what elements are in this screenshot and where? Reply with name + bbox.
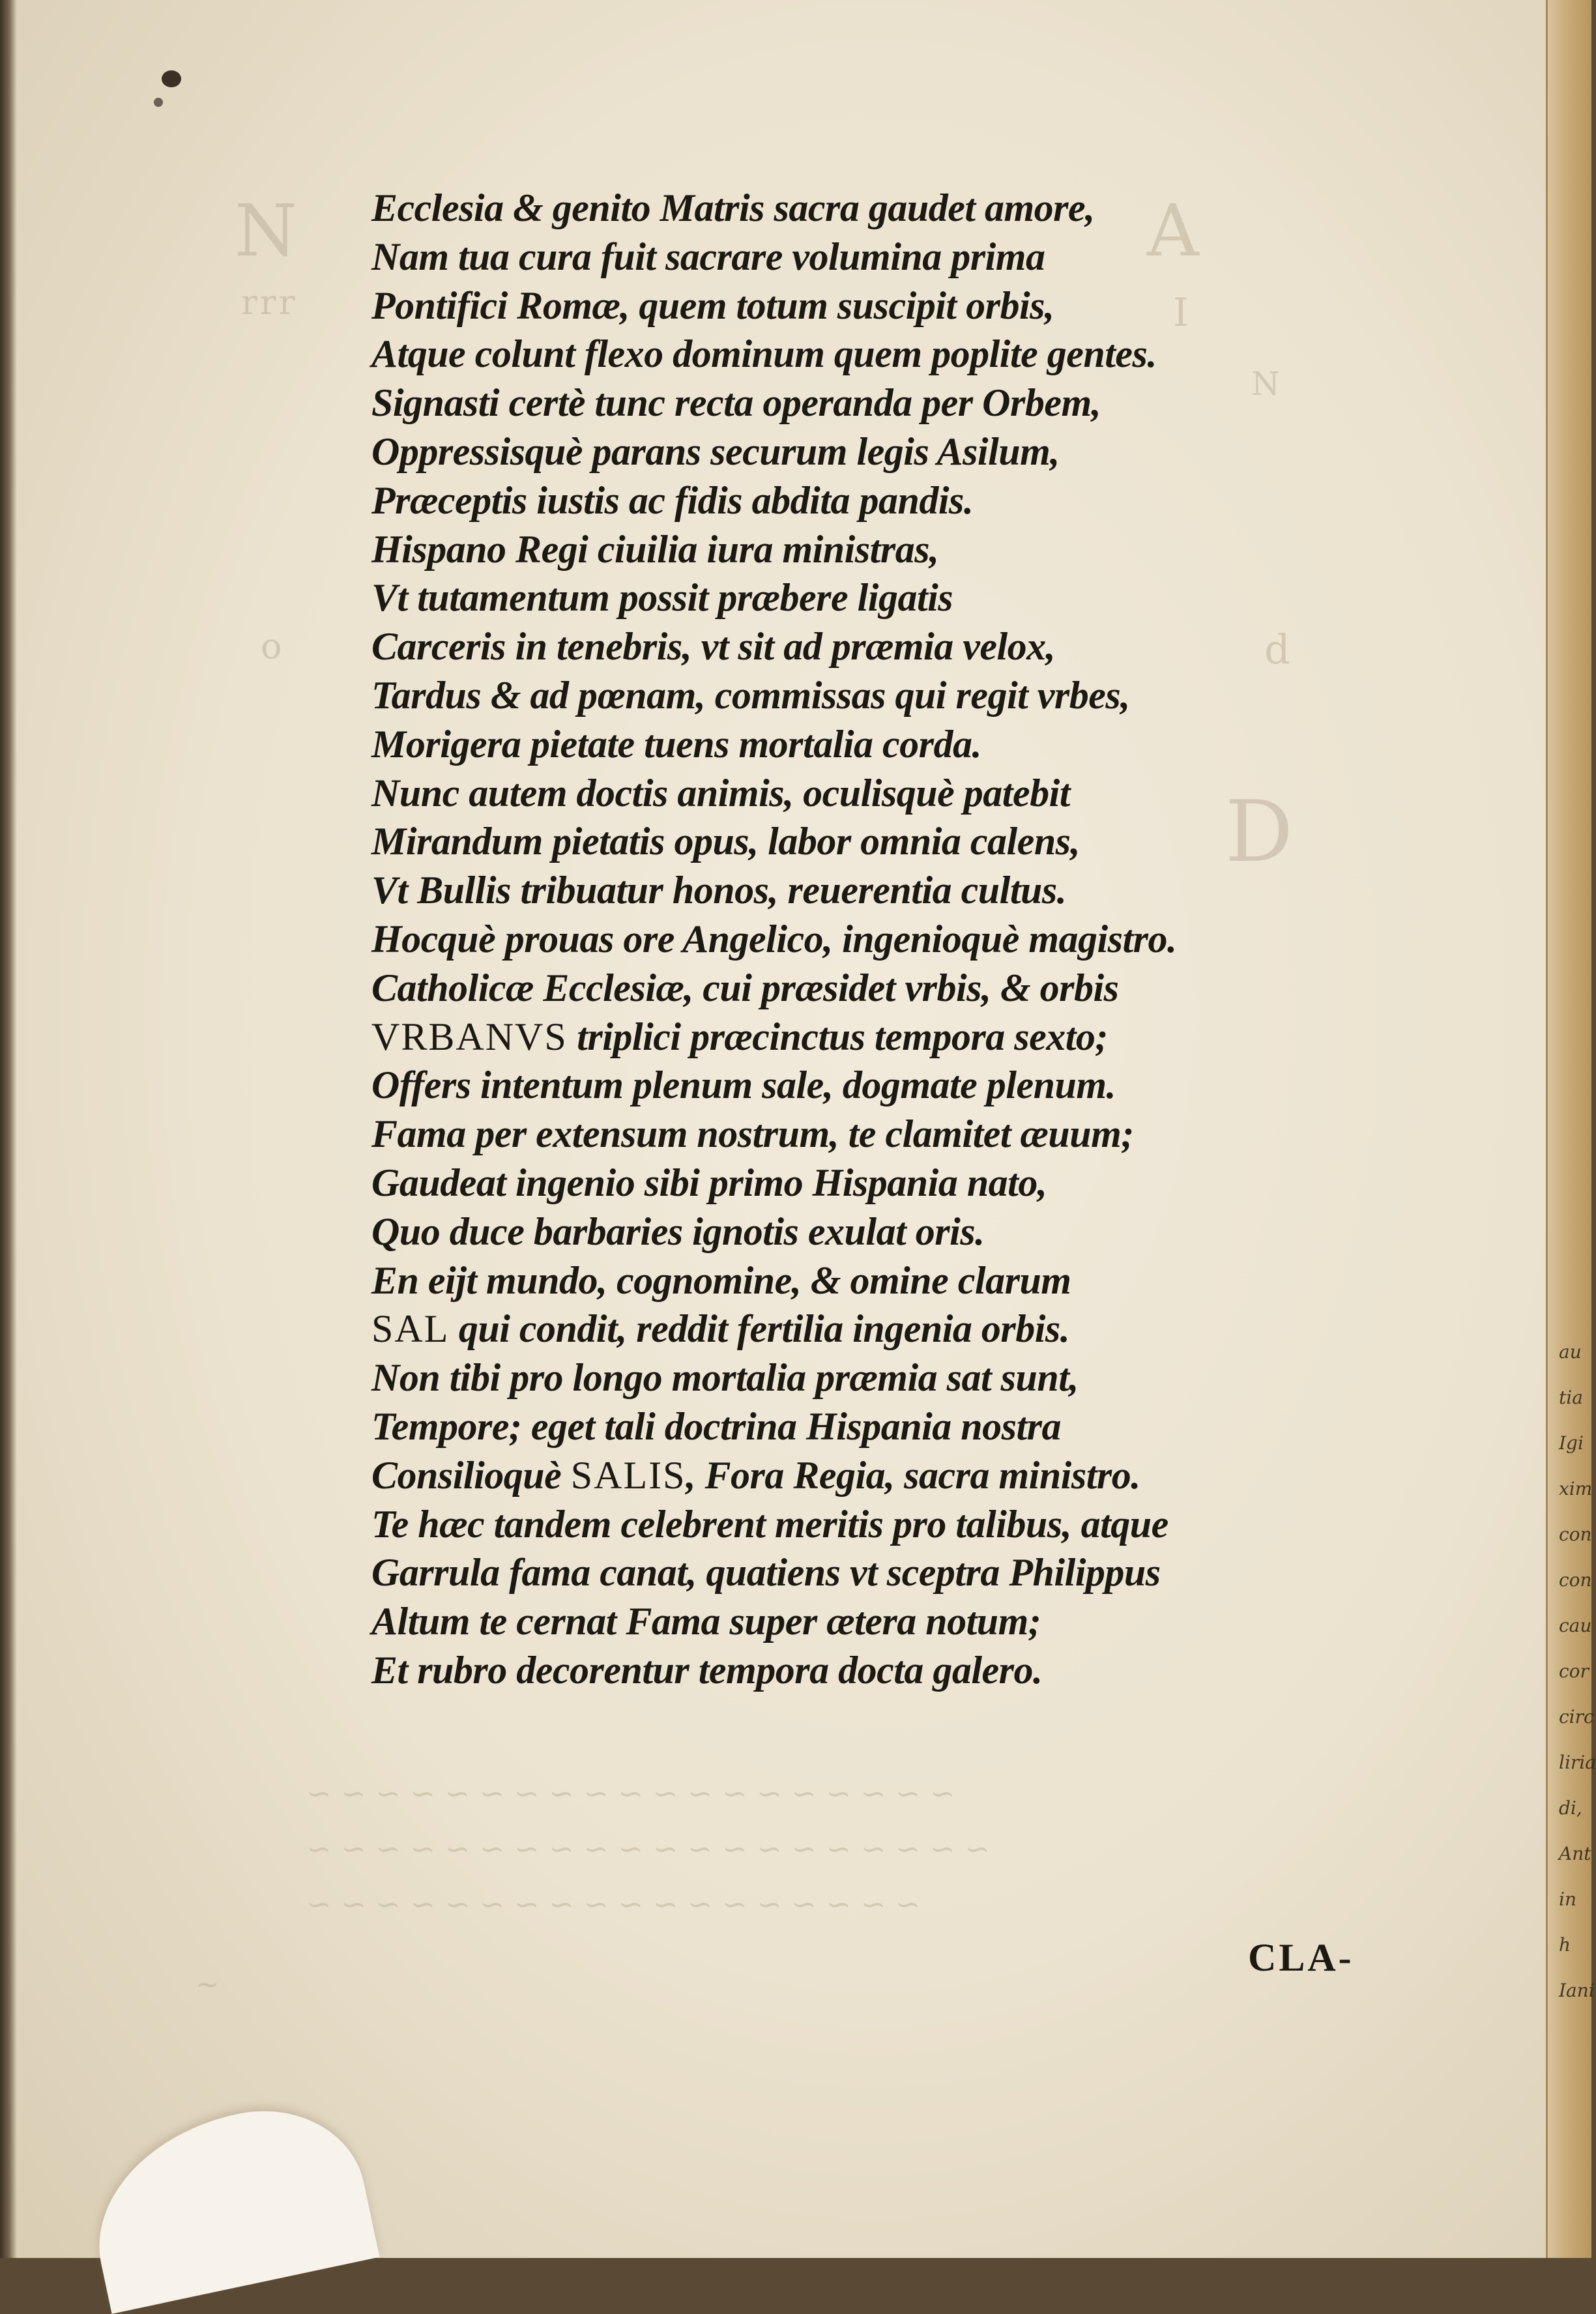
poem-line-text: Non tibi pro longo mortalia præmia sat sunt, (371, 1356, 1079, 1400)
adjacent-page-fragment: in h (1559, 1888, 1576, 1956)
poem-line-text: Carceris in tenebris, vt sit ad præmia velox, (371, 625, 1056, 669)
poem-line-text: Ecclesia & genito Matris sacra gaudet amore, (371, 186, 1095, 229)
bleed-through-mark: rrr (241, 283, 298, 323)
adjacent-page-fragment: xim (1559, 1478, 1593, 1499)
poem-line (371, 720, 1297, 769)
poem-line (371, 1646, 1297, 1695)
poem-line-text: Fama per extensum nostrum, te clamitet æuum; (371, 1112, 1134, 1156)
poem-line-text: En eijt mundo, cognomine, & omine clarum (371, 1258, 1071, 1302)
poem-line (371, 1500, 1297, 1549)
poem-line-text: Nam tua cura fuit sacrare volumina prima (371, 235, 1045, 278)
poem-line (371, 233, 1297, 282)
poem-line (371, 1208, 1297, 1256)
adjacent-page-fragment: tia (1559, 1387, 1583, 1408)
poem-line (371, 1597, 1297, 1646)
poem-line (371, 1402, 1297, 1451)
poem-line-roman-word: SAL (371, 1307, 450, 1351)
poem-line-text: qui condit, reddit fertilia ingenia orbis. (449, 1307, 1070, 1351)
bleed-through-mark: ~ (196, 1968, 220, 2001)
poem-line-text: Quo duce barbaries ignotis exulat oris. (371, 1209, 985, 1253)
poem-line (371, 1451, 1297, 1500)
poem-line (371, 525, 1297, 574)
poem-line (371, 769, 1297, 818)
adjacent-page-fragment: au (1559, 1341, 1582, 1363)
poem-line-text: Offers intentum plenum sale, dogmate plenum. (371, 1063, 1116, 1107)
bleed-through-mark: o (261, 626, 282, 667)
torn-corner (77, 2091, 380, 2314)
bleed-through-mark: N (1251, 365, 1280, 403)
adjacent-page-fragment: circ (1559, 1706, 1594, 1728)
poem-line-text: Vt Bullis tribuatur honos, reuerentia cultus. (371, 869, 1067, 912)
poem-line-text: Pontifici Romæ, quem totum suscipit orbis, (371, 283, 1054, 327)
poem-line (371, 1548, 1297, 1597)
ink-stain (154, 98, 163, 107)
poem-line-text: Signasti certè tunc recta operanda per Orbem, (371, 381, 1101, 425)
poem-line (371, 573, 1297, 622)
poem-line (371, 282, 1297, 330)
poem-line-text: Tempore; eget tali doctrina Hispania nostra (371, 1404, 1062, 1448)
poem-line (371, 817, 1297, 866)
adjacent-page-fragment: liria (1559, 1752, 1596, 1773)
bleed-through-line: ~ ~ ~ ~ ~ ~ ~ ~ ~ ~ ~ ~ ~ ~ ~ ~ ~ ~ (306, 1887, 921, 1922)
adjacent-page-fragment: cau (1559, 1615, 1592, 1636)
poem-line-text: Et rubro decorentur tempora docta galero. (371, 1648, 1043, 1692)
poem-line-text: , Fora Regia, sacra ministro. (686, 1453, 1140, 1497)
poem-line-text: Hispano Regi ciuilia iura ministras, (371, 527, 939, 571)
bleed-through-mark: A (1147, 189, 1199, 272)
poem-line-text: Vt tutamentum possit præbere ligatis (371, 576, 953, 620)
adjacent-page-fragment: con (1559, 1569, 1592, 1591)
poem-line (371, 1256, 1297, 1305)
bleed-through-mark: I (1173, 290, 1189, 336)
poem-line (371, 476, 1297, 525)
adjacent-page-fragment: con (1559, 1524, 1592, 1545)
poem-line-roman-word: VRBANVS (371, 1015, 568, 1058)
poem-line-text: Hocquè prouas ore Angelico, ingenioquè magistro. (371, 917, 1177, 961)
poem-line (371, 964, 1297, 1013)
poem-line-text: Mirandum pietatis opus, labor omnia calens, (371, 820, 1081, 863)
poem-line (371, 622, 1297, 671)
poem-line (371, 915, 1297, 964)
poem-line-text: Oppressisquè parans securum legis Asilum, (371, 429, 1060, 473)
poem-line-text: Gaudeat ingenio sibi primo Hispania nato, (371, 1161, 1047, 1204)
adjacent-page-fragment: Igi (1559, 1432, 1584, 1454)
poem-line-text: Consilioquè (371, 1453, 571, 1497)
poem-line-text: Atque colunt flexo dominum quem poplite gentes. (371, 332, 1157, 376)
binding-edge (0, 0, 17, 2258)
poem-line-text: Catholicæ Ecclesiæ, cui præsidet vrbis, & orbis (371, 966, 1119, 1009)
adjacent-page-fragment: Ant (1559, 1843, 1591, 1864)
poem-line (371, 184, 1297, 233)
bleed-through-mark: D (1225, 782, 1294, 881)
poem-line-text: triplici præcinctus tempora sexto; (567, 1015, 1108, 1058)
ink-stain (162, 70, 181, 87)
adjacent-page-fragment: di, (1559, 1797, 1582, 1819)
poem-line (371, 379, 1297, 427)
poem-line-text: Altum te cernat Fama super ætera notum; (371, 1600, 1041, 1643)
poem-line (371, 1305, 1297, 1353)
poem-line (371, 1353, 1297, 1402)
bleed-through-line: ~ ~ ~ ~ ~ ~ ~ ~ ~ ~ ~ ~ ~ ~ ~ ~ ~ ~ ~ (306, 1776, 955, 1811)
poem-line (371, 330, 1297, 379)
poem-line-text: Tardus & ad pœnam, commissas qui regit vrbes, (371, 673, 1130, 717)
poem-line (371, 1061, 1297, 1110)
catchword: CLA- (1248, 1936, 1354, 1979)
poem-line (371, 1013, 1297, 1062)
poem-line-text: Morigera pietate tuens mortalia corda. (371, 722, 982, 766)
poem-line-text: Garrula fama canat, quatiens vt sceptra Philippus (371, 1551, 1161, 1595)
bleed-through-line: ~ ~ ~ ~ ~ ~ ~ ~ ~ ~ ~ ~ ~ ~ ~ ~ ~ ~ ~ ~ (306, 1831, 990, 1866)
poem-line (371, 427, 1297, 476)
latin-poem (371, 184, 1297, 1695)
poem-line-text: Te hæc tandem celebrent meritis pro talibus, atque (371, 1502, 1168, 1546)
adjacent-page-fragment: Iani (1559, 1980, 1595, 2001)
adjacent-page-text (1559, 1329, 1596, 2014)
bleed-through-mark: d (1264, 626, 1290, 673)
adjacent-page-fragment: cor (1559, 1660, 1589, 1682)
bleed-through-mark: N (235, 189, 298, 272)
poem-line (371, 866, 1297, 915)
poem-line-roman-word: SALIS (570, 1453, 686, 1497)
poem-line (371, 1110, 1297, 1159)
poem-line (371, 1159, 1297, 1208)
poem-line (371, 671, 1297, 720)
poem-line-text: Nunc autem doctis animis, oculisquè patebit (371, 771, 1070, 815)
poem-line-text: Præceptis iustis ac fidis abdita pandis. (371, 478, 974, 522)
